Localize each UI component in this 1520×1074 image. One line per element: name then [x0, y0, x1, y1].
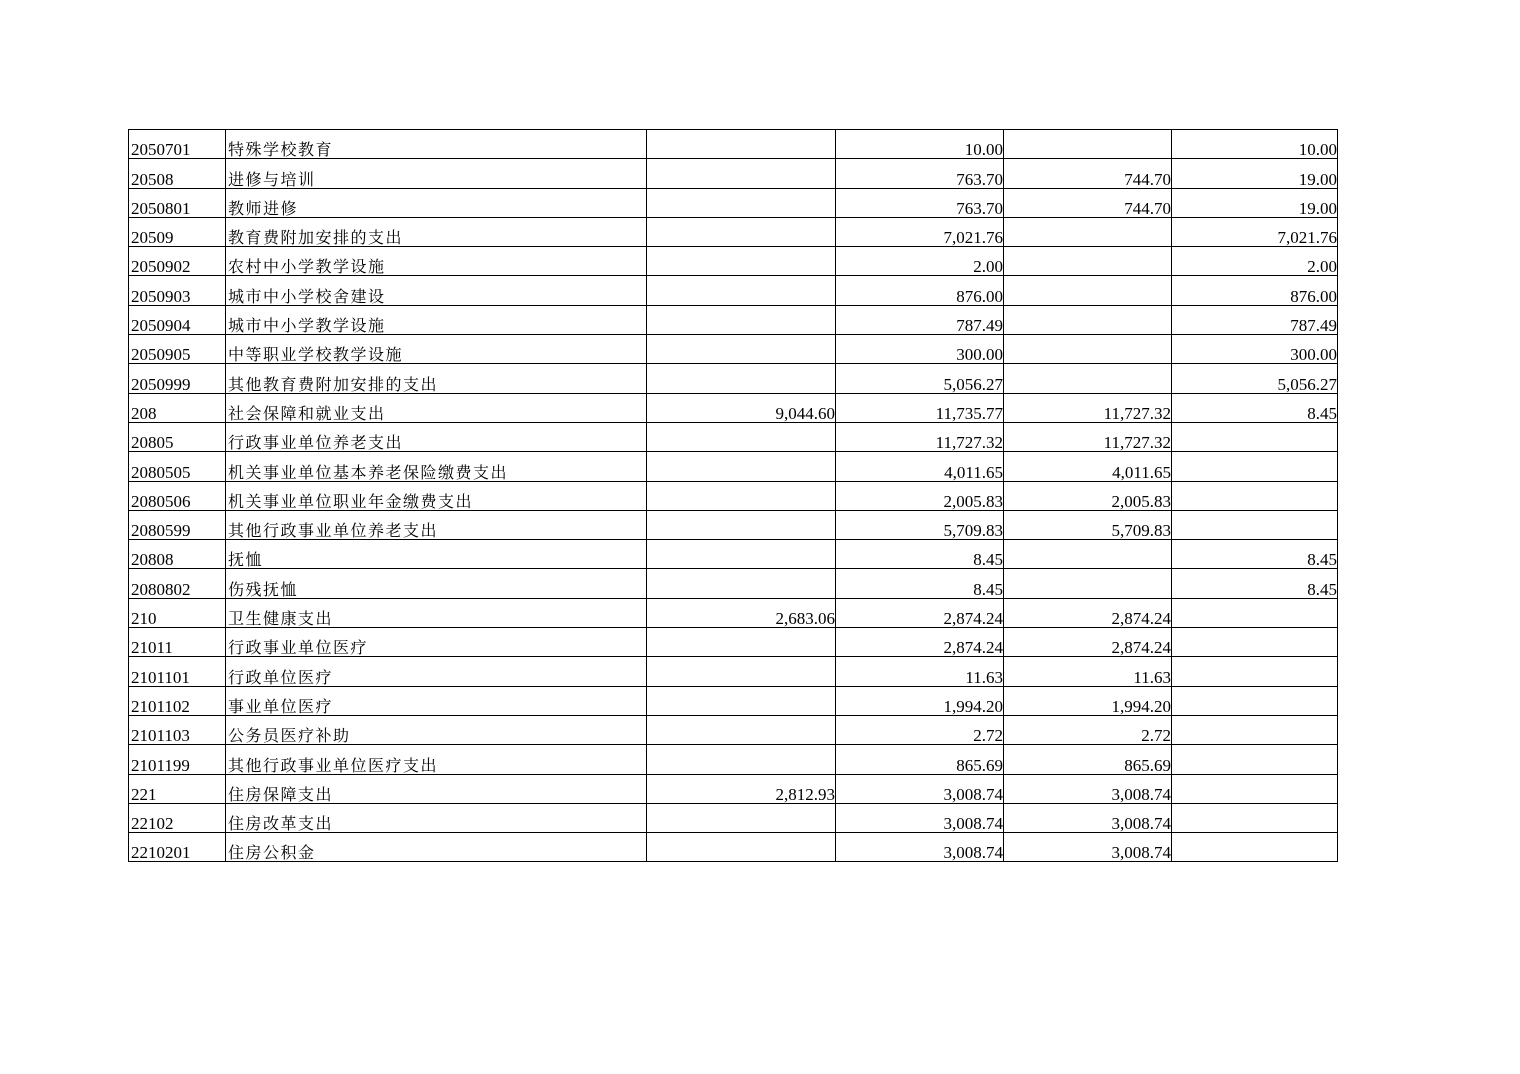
amount-col-3-cell [647, 686, 836, 715]
table-row [129, 130, 1338, 159]
amount-col-4-cell: 2.72 [836, 715, 1004, 744]
subject-name-cell: 事业单位医疗 [226, 686, 647, 715]
subject-name-cell: 特殊学校教育 [226, 130, 647, 159]
amount-col-3-cell [647, 745, 836, 774]
subject-name-cell: 机关事业单位基本养老保险缴费支出 [226, 452, 647, 481]
table-row [129, 628, 1338, 657]
subject-code-cell: 20805 [129, 422, 226, 451]
amount-col-3-cell [647, 657, 836, 686]
amount-col-6-cell [1172, 422, 1338, 451]
amount-col-5-cell [1004, 217, 1172, 246]
amount-col-3-cell [647, 335, 836, 364]
amount-col-5-cell: 4,011.65 [1004, 452, 1172, 481]
amount-col-3-cell [647, 452, 836, 481]
subject-name-cell: 机关事业单位职业年金缴费支出 [226, 481, 647, 510]
table-row [129, 188, 1338, 217]
table-row [129, 422, 1338, 451]
subject-name-cell: 教育费附加安排的支出 [226, 217, 647, 246]
amount-col-5-cell: 11,727.32 [1004, 422, 1172, 451]
amount-col-4-cell: 2.00 [836, 247, 1004, 276]
amount-col-5-cell: 2,874.24 [1004, 628, 1172, 657]
amount-col-3-cell [647, 422, 836, 451]
subject-code-cell: 208 [129, 393, 226, 422]
amount-col-4-cell: 300.00 [836, 335, 1004, 364]
amount-col-6-cell: 787.49 [1172, 305, 1338, 334]
subject-name-cell: 行政事业单位养老支出 [226, 422, 647, 451]
amount-col-5-cell: 11,727.32 [1004, 393, 1172, 422]
amount-col-4-cell: 8.45 [836, 569, 1004, 598]
table-row [129, 159, 1338, 188]
amount-col-3-cell [647, 540, 836, 569]
subject-name-cell: 农村中小学教学设施 [226, 247, 647, 276]
amount-col-4-cell: 8.45 [836, 540, 1004, 569]
amount-col-3-cell [647, 715, 836, 744]
amount-col-5-cell: 744.70 [1004, 188, 1172, 217]
subject-name-cell: 伤残抚恤 [226, 569, 647, 598]
amount-col-5-cell: 11.63 [1004, 657, 1172, 686]
subject-name-cell: 住房改革支出 [226, 803, 647, 832]
amount-col-4-cell: 1,994.20 [836, 686, 1004, 715]
amount-col-4-cell: 10.00 [836, 130, 1004, 159]
table-row [129, 335, 1338, 364]
amount-col-3-cell [647, 510, 836, 539]
amount-col-4-cell: 3,008.74 [836, 833, 1004, 862]
amount-col-6-cell [1172, 452, 1338, 481]
amount-col-6-cell: 300.00 [1172, 335, 1338, 364]
amount-col-5-cell: 744.70 [1004, 159, 1172, 188]
amount-col-6-cell: 19.00 [1172, 159, 1338, 188]
amount-col-6-cell: 876.00 [1172, 276, 1338, 305]
amount-col-3-cell: 9,044.60 [647, 393, 836, 422]
amount-col-3-cell: 2,683.06 [647, 598, 836, 627]
amount-col-5-cell [1004, 569, 1172, 598]
subject-code-cell: 2080505 [129, 452, 226, 481]
subject-name-cell: 其他行政事业单位医疗支出 [226, 745, 647, 774]
subject-name-cell: 城市中小学校舍建设 [226, 276, 647, 305]
amount-col-6-cell [1172, 833, 1338, 862]
amount-col-4-cell: 11,727.32 [836, 422, 1004, 451]
subject-code-cell: 2050905 [129, 335, 226, 364]
amount-col-3-cell: 2,812.93 [647, 774, 836, 803]
amount-col-4-cell: 11.63 [836, 657, 1004, 686]
amount-col-3-cell [647, 569, 836, 598]
amount-col-6-cell: 19.00 [1172, 188, 1338, 217]
amount-col-5-cell: 3,008.74 [1004, 833, 1172, 862]
amount-col-5-cell: 2,005.83 [1004, 481, 1172, 510]
amount-col-4-cell: 787.49 [836, 305, 1004, 334]
amount-col-6-cell [1172, 745, 1338, 774]
subject-code-cell: 2050902 [129, 247, 226, 276]
table-body [129, 130, 1338, 862]
subject-code-cell: 2080802 [129, 569, 226, 598]
subject-name-cell: 抚恤 [226, 540, 647, 569]
amount-col-5-cell [1004, 130, 1172, 159]
amount-col-5-cell [1004, 364, 1172, 393]
subject-code-cell: 20508 [129, 159, 226, 188]
amount-col-5-cell [1004, 247, 1172, 276]
amount-col-3-cell [647, 833, 836, 862]
amount-col-6-cell [1172, 598, 1338, 627]
subject-code-cell: 221 [129, 774, 226, 803]
amount-col-6-cell [1172, 510, 1338, 539]
table-row [129, 217, 1338, 246]
table-row [129, 569, 1338, 598]
amount-col-5-cell: 3,008.74 [1004, 774, 1172, 803]
table-row [129, 393, 1338, 422]
table-row [129, 686, 1338, 715]
amount-col-6-cell [1172, 628, 1338, 657]
subject-code-cell: 2101199 [129, 745, 226, 774]
amount-col-3-cell [647, 628, 836, 657]
table-row [129, 715, 1338, 744]
amount-col-4-cell: 5,709.83 [836, 510, 1004, 539]
amount-col-6-cell: 8.45 [1172, 393, 1338, 422]
subject-code-cell: 2050903 [129, 276, 226, 305]
amount-col-4-cell: 7,021.76 [836, 217, 1004, 246]
amount-col-6-cell: 8.45 [1172, 540, 1338, 569]
table-row [129, 540, 1338, 569]
amount-col-4-cell: 876.00 [836, 276, 1004, 305]
amount-col-5-cell: 1,994.20 [1004, 686, 1172, 715]
amount-col-3-cell [647, 130, 836, 159]
subject-name-cell: 行政单位医疗 [226, 657, 647, 686]
table-row [129, 745, 1338, 774]
subject-name-cell: 住房公积金 [226, 833, 647, 862]
amount-col-3-cell [647, 159, 836, 188]
amount-col-4-cell: 5,056.27 [836, 364, 1004, 393]
subject-code-cell: 2050701 [129, 130, 226, 159]
amount-col-4-cell: 3,008.74 [836, 774, 1004, 803]
subject-code-cell: 2101102 [129, 686, 226, 715]
amount-col-6-cell [1172, 686, 1338, 715]
table-row [129, 305, 1338, 334]
amount-col-5-cell [1004, 335, 1172, 364]
table-row [129, 657, 1338, 686]
amount-col-6-cell: 8.45 [1172, 569, 1338, 598]
amount-col-5-cell: 5,709.83 [1004, 510, 1172, 539]
table-row [129, 247, 1338, 276]
amount-col-4-cell: 2,874.24 [836, 628, 1004, 657]
subject-code-cell: 2101101 [129, 657, 226, 686]
amount-col-4-cell: 3,008.74 [836, 803, 1004, 832]
table-row [129, 510, 1338, 539]
subject-code-cell: 2101103 [129, 715, 226, 744]
expenditure-table [128, 129, 1338, 862]
amount-col-6-cell [1172, 715, 1338, 744]
subject-name-cell: 社会保障和就业支出 [226, 393, 647, 422]
subject-name-cell: 城市中小学教学设施 [226, 305, 647, 334]
subject-name-cell: 卫生健康支出 [226, 598, 647, 627]
amount-col-6-cell [1172, 657, 1338, 686]
subject-name-cell: 公务员医疗补助 [226, 715, 647, 744]
amount-col-5-cell: 3,008.74 [1004, 803, 1172, 832]
subject-code-cell: 2050801 [129, 188, 226, 217]
amount-col-6-cell [1172, 774, 1338, 803]
table-row [129, 481, 1338, 510]
amount-col-6-cell: 7,021.76 [1172, 217, 1338, 246]
subject-name-cell: 住房保障支出 [226, 774, 647, 803]
amount-col-3-cell [647, 276, 836, 305]
amount-col-6-cell: 5,056.27 [1172, 364, 1338, 393]
table-row [129, 598, 1338, 627]
subject-code-cell: 2050999 [129, 364, 226, 393]
subject-code-cell: 2080506 [129, 481, 226, 510]
subject-name-cell: 其他教育费附加安排的支出 [226, 364, 647, 393]
amount-col-6-cell [1172, 803, 1338, 832]
amount-col-4-cell: 4,011.65 [836, 452, 1004, 481]
amount-col-5-cell [1004, 540, 1172, 569]
amount-col-5-cell: 2,874.24 [1004, 598, 1172, 627]
table-row [129, 364, 1338, 393]
amount-col-3-cell [647, 481, 836, 510]
amount-col-5-cell [1004, 305, 1172, 334]
table-row [129, 803, 1338, 832]
amount-col-5-cell [1004, 276, 1172, 305]
subject-code-cell: 20509 [129, 217, 226, 246]
amount-col-6-cell: 2.00 [1172, 247, 1338, 276]
amount-col-6-cell [1172, 481, 1338, 510]
amount-col-3-cell [647, 188, 836, 217]
subject-code-cell: 210 [129, 598, 226, 627]
subject-name-cell: 进修与培训 [226, 159, 647, 188]
subject-code-cell: 22102 [129, 803, 226, 832]
subject-code-cell: 2210201 [129, 833, 226, 862]
amount-col-5-cell: 2.72 [1004, 715, 1172, 744]
subject-code-cell: 20808 [129, 540, 226, 569]
subject-name-cell: 行政事业单位医疗 [226, 628, 647, 657]
subject-name-cell: 其他行政事业单位养老支出 [226, 510, 647, 539]
subject-name-cell: 中等职业学校教学设施 [226, 335, 647, 364]
amount-col-3-cell [647, 364, 836, 393]
amount-col-4-cell: 763.70 [836, 188, 1004, 217]
subject-code-cell: 21011 [129, 628, 226, 657]
subject-code-cell: 2080599 [129, 510, 226, 539]
amount-col-3-cell [647, 247, 836, 276]
amount-col-4-cell: 865.69 [836, 745, 1004, 774]
amount-col-4-cell: 2,005.83 [836, 481, 1004, 510]
table-row [129, 774, 1338, 803]
amount-col-3-cell [647, 305, 836, 334]
subject-code-cell: 2050904 [129, 305, 226, 334]
amount-col-6-cell: 10.00 [1172, 130, 1338, 159]
amount-col-3-cell [647, 803, 836, 832]
amount-col-5-cell: 865.69 [1004, 745, 1172, 774]
table-row [129, 452, 1338, 481]
amount-col-4-cell: 2,874.24 [836, 598, 1004, 627]
subject-name-cell: 教师进修 [226, 188, 647, 217]
table-row [129, 833, 1338, 862]
amount-col-4-cell: 763.70 [836, 159, 1004, 188]
amount-col-3-cell [647, 217, 836, 246]
table-row [129, 276, 1338, 305]
amount-col-4-cell: 11,735.77 [836, 393, 1004, 422]
